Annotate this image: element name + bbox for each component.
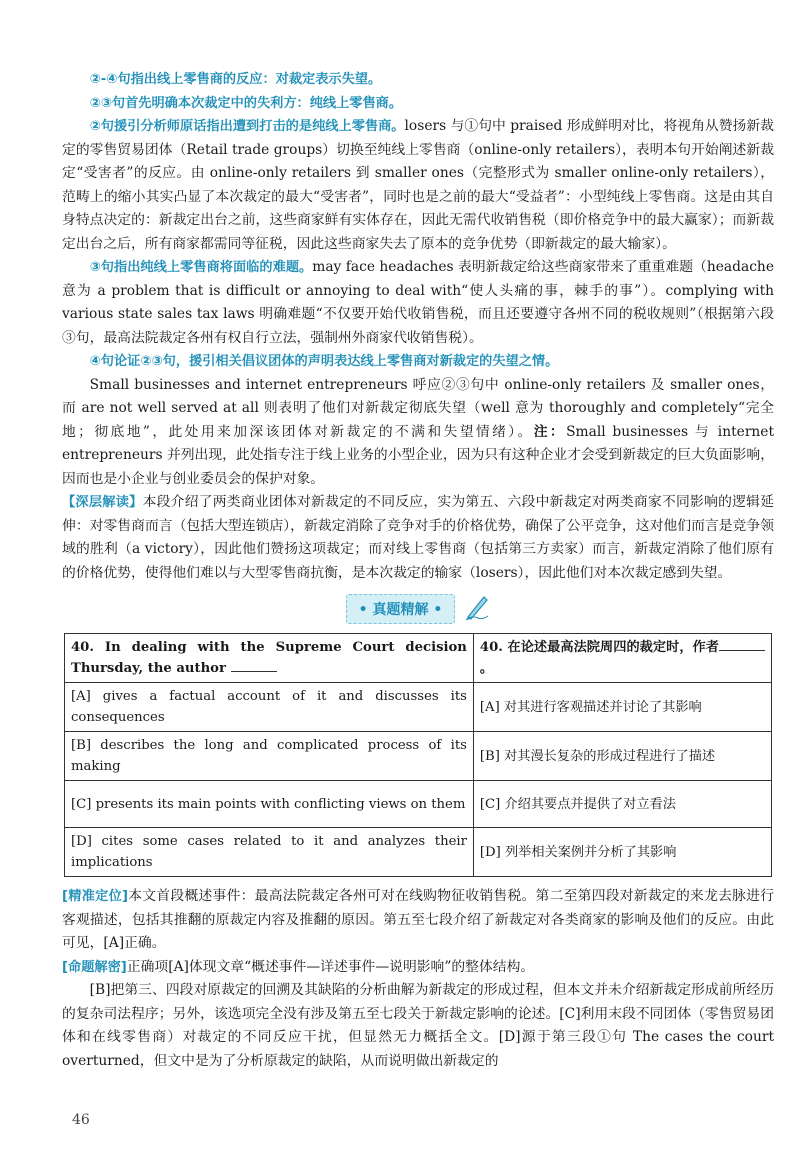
answer-distractor-text: [B]把第三、四段对原裁定的回溯及其缺陷的分析曲解为新裁定的形成过程，但本文并未介绍新裁定形成前所经历的复杂司法程序；另外，该选项完全没有涉及第五至七段关于新裁定影响的论述。[C]利用末段不同团体（零售贸易团体和在线零售商）对裁定的不同反应干扰，但显然无力概括全文。[D]源于第三段①句 The cases the court overturned，但文中是为了分析原裁定的缺陷，从而说明做出新裁定的 [62,982,774,1069]
analysis-heading-3: ②句援引分析师原话指出遭到打击的是纯线上零售商。 [89,119,405,134]
note-label: 注： [533,423,567,440]
answer-position-label: [精准定位] [62,889,129,904]
deep-analysis-para [62,491,774,585]
deep-analysis-label: 【深层解读】 [62,495,143,510]
answer-decode-text: 正确项[A]体现文章“概述事件—详述事件—说明影响”的整体结构。 [126,958,535,975]
analysis-heading-4: ③句指出纯线上零售商将面临的难题。 [89,260,313,275]
page-number: 46 [72,1112,90,1128]
analysis-para-3 [62,115,774,256]
option-c-en: [C] presents its main points with conflicting views on them [65,781,474,828]
option-row-c [65,781,772,828]
answer-position-text: 本文首段概述事件：最高法院裁定各州可对在线购物征收销售税。第二至第四段对新裁定的来龙去脉进行客观描述，包括其推翻的原裁定内容及推翻的原因。第五至七段介绍了新裁定对各类商家的影响及他们的反应。由此可见，[A]正确。 [62,888,775,951]
analysis-para-4 [62,256,774,350]
option-d-en: [D] cites some cases related to it and analyzes their implications [65,828,474,877]
analysis-heading-2: ②③句首先明确本次裁定中的失利方：纯线上零售商。 [89,95,403,111]
option-a-en: [A] gives a factual account of it and discusses its consequences [65,683,474,732]
section-banner-label: • 真题精解 • [346,594,456,624]
answer-position-para [62,885,774,956]
content [62,68,774,1073]
note-text: Small businesses 与 internet entrepreneurs 并列出现，此处指专注于线上业务的小型企业，因为只有这种企业才会受到新裁定的巨大负面影响，因而也是小企业与创业委员会的保护对象。 [62,423,775,487]
answer-blank [231,659,277,672]
analysis-para-6 [62,374,774,492]
analysis-para-1 [62,68,774,92]
analysis-text-3: losers 与①句中 praised 形成鲜明对比，将视角从赞扬新裁定的零售贸易团体（Retail trade groups）切换至纯线上零售商（online-only retailers），表明本句开始阐述新裁定“受害者”的反应。由 online-only retailers 到 smaller ones（完整形式为 smaller online-only retailers），范畴上的缩小其实凸显了本次裁定的最大“受害者”，同时也是之前的最大“受益者”：小型纯线上零售商。这是由其自身特点决定的：新裁定出台之前，这些商家鲜有实体存在，因此无需代收销售税（即价格竞争中的最大赢家）；而新裁定出台之后，所有商家都需同等征税，因此这些商家失去了原本的竞争优势（即新裁定的最大输家）。 [62,118,774,252]
section-banner [62,593,774,623]
deep-analysis-text: 本段介绍了两类商业团体对新裁定的不同反应，实为第五、六段中新裁定对两类商家不同影响的逻辑延伸：对零售商而言（包括大型连锁店），新裁定消除了竞争对手的价格优势，确保了公平竞争，这对他们而言是竞争领域的胜利（a victory），因此他们赞扬这项裁定；而对线上零售商（包括第三方卖家）而言，新裁定消除了他们原有的价格优势，使得他们难以与大型零售商抗衡，是本次裁定的输家（losers），因此他们对本次裁定感到失望。 [62,494,775,581]
pen-icon [464,593,490,625]
option-a-zh: [A] 对其进行客观描述并讨论了其影响 [473,683,771,732]
option-row-b [65,732,772,781]
question-zh: 40. 在论述最高法院周四的裁定时，作者。 [473,634,771,683]
answer-blank-zh [719,638,765,651]
answer-decode-para [62,956,774,980]
option-c-zh: [C] 介绍其要点并提供了对立看法 [473,781,771,828]
question-row [65,634,772,683]
answer-distractor-para [62,979,774,1073]
option-row-d [65,828,772,877]
answer-decode-label: [命题解密] [62,959,127,975]
analysis-para-2 [62,92,774,116]
analysis-text-6: Small businesses and internet entrepreneurs 呼应②③句中 online-only retailers 及 smaller ones，而 are not well served at all 则表明了他们对新裁定彻底失望（well 意为 thoroughly and completely“完全地；彻底地”，此处用来加深该团体对新裁定的不满和失望情绪）。 [62,376,774,440]
option-b-en: [B] describes the long and complicated process of its making [65,732,474,781]
analysis-heading-5: ④句论证②③句，援引相关倡议团体的声明表达线上零售商对新裁定的失望之情。 [89,354,559,369]
analysis-text-4: may face headaches 表明新裁定给这些商家带来了重重难题（headache 意为 a problem that is difficult or annoying to deal with“使人头痛的事，棘手的事”）。complying with various state sales tax laws 明确难题“不仅要开始代收销售税，而且还要遵守各州不同的税收规则”（根据第六段③句，最高法院裁定各州有权自行立法，强制州外商家代收销售税）。 [62,259,774,346]
analysis-heading-1: ②-④句指出线上零售商的反应：对裁定表示失望。 [89,72,382,87]
option-d-zh: [D] 列举相关案例并分析了其影响 [473,828,771,877]
analysis-para-5 [62,350,774,374]
question-en: 40. In dealing with the Supreme Court decision Thursday, the author [65,634,474,683]
question-table [64,633,772,877]
option-row-a [65,683,772,732]
option-b-zh: [B] 对其漫长复杂的形成过程进行了描述 [473,732,771,781]
